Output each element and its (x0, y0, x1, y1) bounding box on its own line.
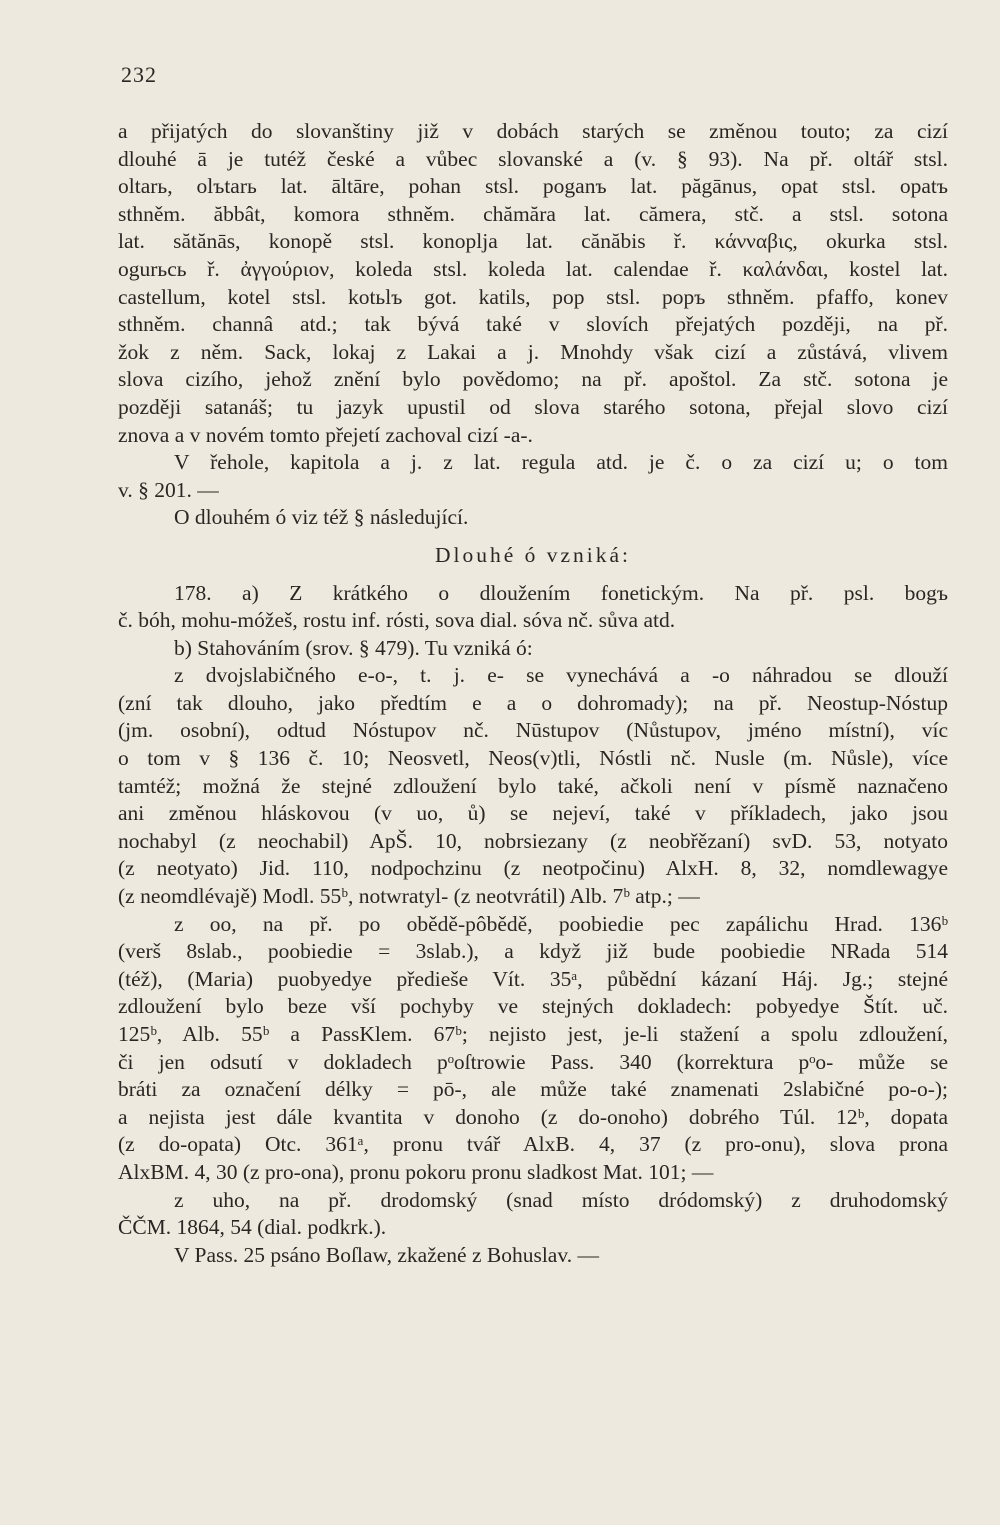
text-line: v. § 201. — (118, 477, 219, 502)
text-line: V řehole, kapitola a j. z lat. regula atd. je č. o za cizí u; o tom (174, 450, 948, 475)
paragraph (118, 504, 948, 532)
text-line: (z neotyato) Jid. 110, nodpochzinu (z neotpočinu) AlxH. 8, 32, nomdlewagye (118, 856, 948, 881)
paragraph (118, 662, 948, 910)
paragraph (118, 1242, 948, 1270)
text-line: tamtéž; možná že stejné zdloužení bylo také, ačkoli není v písmě naznačeno (118, 773, 948, 798)
text-line: a nejista jest dále kvantita v donoho (z do-onoho) dobrého Túl. 12ᵇ, dopata (118, 1104, 948, 1129)
text-line: ani změnou hláskovou (v uo, ů) se nejeví, také v příkladech, jako jsou (118, 801, 948, 826)
text-line: b) Stahováním (srov. § 479). Tu vzniká ó: (174, 635, 533, 660)
text-line: V Pass. 25 psáno Boſlaw, zkažené z Bohuslav. — (174, 1242, 599, 1267)
text-line: zdloužení bylo beze vší pochyby ve stejných dokladech: pobyedye Štít. uč. (118, 994, 948, 1019)
paragraph (118, 1187, 948, 1242)
text-line: (z do-opata) Otc. 361ᵃ, pronu tvář AlxB. 4, 37 (z pro-onu), slova prona (118, 1132, 948, 1157)
text-line: (též), (Maria) puobyedye předieše Vít. 35ᵃ, půbědní kázaní Háj. Jg.; stejné (118, 966, 948, 991)
text-line: sthněm. channâ atd.; tak bývá také v slovích přejatých později, na př. (118, 312, 948, 337)
text-line: znova a v novém tomto přejetí zachoval cizí -a-. (118, 422, 533, 447)
text-line: castellum, kotel stsl. kotьlъ got. katils, pop stsl. popъ sthněm. pfaffo, konev (118, 284, 948, 309)
text-line: ogurьcь ř. ἀγγούριον, koleda stsl. koleda lat. calendae ř. καλάνδαι, kostel lat. (118, 256, 948, 281)
text-line: a přijatých do slovanštiny již v dobách starých se změnou touto; za cizí (118, 119, 948, 143)
text-line: 178. a) Z krátkého o dloužením fonetickým. Na př. psl. bogъ (174, 580, 948, 605)
text-line: slova cizího, jehož znění bylo povědomo; na př. apoštol. Za stč. sotona je (118, 367, 948, 392)
text-line: sthněm. ăbbât, komora sthněm. chămăra lat. cămera, stč. a stsl. sotona (118, 201, 948, 226)
text-line: z oo, na př. po obědě-pôbědě, poobiedie pec zapálichu Hrad. 136ᵇ (174, 911, 948, 936)
text-line: bráti za označení délky = pō-, ale může také znamenati 2slabičné po-o-); (118, 1077, 948, 1102)
text-line: z uho, na př. drodomský (snad místo dródomský) z druhodomský (174, 1187, 948, 1212)
text-line: 125ᵇ, Alb. 55ᵇ a PassKlem. 67ᵇ; nejisto jest, je-li stažení a spolu zdloužení, (118, 1022, 948, 1046)
text-line: či jen odsutí v dokladech pᵒoſtrowie Pass. 340 (korrektura pᵒo- může se (118, 1049, 948, 1074)
text-line: z dvojslabičného e-o-, t. j. e- se vynechává a -o náhradou se dlouží (174, 663, 948, 688)
text-line: žok z něm. Sack, lokaj z Lakai a j. Mnohdy však cizí a zůstává, vlivem (118, 339, 948, 364)
text-line: lat. sătănās, konopě stsl. konoplja lat. cănăbis ř. κάνναβις, okurka stsl. (118, 229, 948, 254)
text-line: dlouhé ā je tutéž české a vůbec slovanské a (v. § 93). Na př. oltář stsl. (118, 146, 948, 171)
section-heading: Dlouhé ó vzniká: (434, 542, 632, 567)
text-line: (jm. osobní), odtud Nóstupov nč. Nūstupov (Nůstupov, jméno místní), víc (118, 718, 948, 743)
text-line: (z neomdlévajě) Modl. 55ᵇ, notwratyl- (z neotvrátil) Alb. 7ᵇ atp.; — (118, 884, 700, 909)
text-line: ČČM. 1864, 54 (dial. podkrk.). (118, 1215, 387, 1240)
text-line: později satanáš; tu jazyk upustil od slova starého sotona, přejal slovo cizí (118, 394, 948, 419)
paragraph (118, 580, 948, 635)
text-line: o tom v § 136 č. 10; Neosvetl, Neos(v)tli, Nóstli nč. Nusle (m. Nůsle), více (118, 746, 948, 771)
paragraph (118, 911, 948, 1187)
body-text (118, 118, 948, 1269)
text-line: č. bóh, mohu-móžeš, rostu inf. rósti, sova dial. sóva nč. sůva atd. (118, 608, 676, 633)
text-line: nochabyl (z neochabil) ApŠ. 10, nobrsiezany (z neobřězaní) svD. 53, notyato (118, 828, 948, 853)
paragraph (118, 635, 948, 663)
paragraph (118, 449, 948, 504)
text-line: oltarь, olъtarь lat. āltāre, pohan stsl. poganъ lat. păgānus, opat stsl. opatъ (118, 174, 948, 199)
text-line: O dlouhém ó viz též § následující. (174, 505, 469, 530)
text-line: (zní tak dlouho, jako předtím e a o dohromady); na př. Neostup-Nóstup (118, 690, 948, 715)
text-line: (verš 8slab., poobiedie = 3slab.), a když již bude poobiedie NRada 514 (118, 939, 948, 964)
text-line: AlxBM. 4, 30 (z pro-ona), pronu pokoru pronu sladkost Mat. 101; — (118, 1159, 714, 1184)
page-number: 232 (121, 62, 157, 87)
paragraph (118, 118, 948, 449)
